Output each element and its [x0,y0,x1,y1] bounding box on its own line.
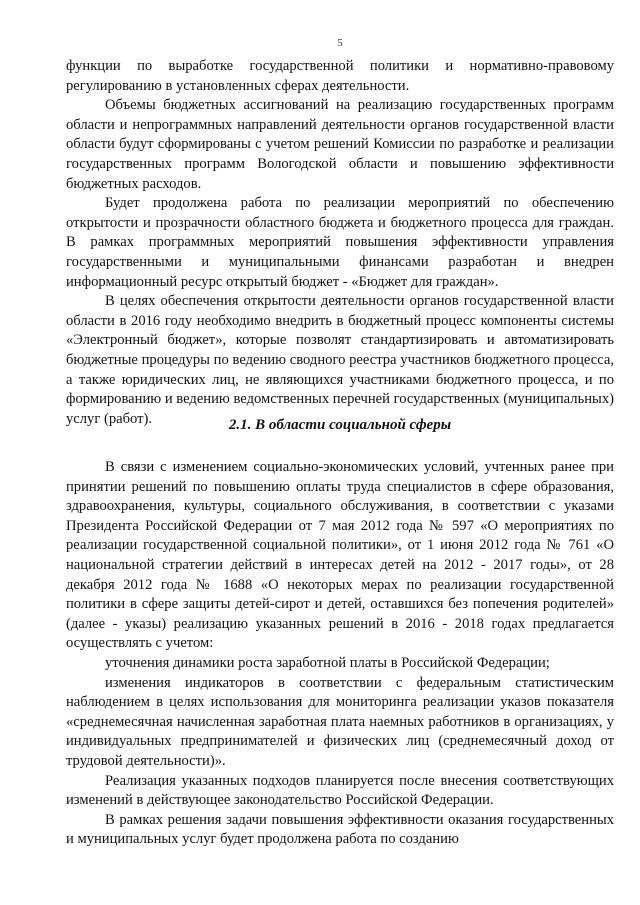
bottom-text-block [66,458,614,850]
section-heading: 2.1. В области социальной сферы [228,417,452,433]
paragraph-wage-dynamics: уточнения динамики роста заработной платы в Российской Федерации; [105,654,550,671]
paragraph-social-decrees: В связи с изменением социально-экономических условий, учтенных ранее при принятии решений по повышению оплаты труда специалистов в сфере образования, здравоохранения, культуры, социального обслуживания, в соответствии с указами Президента Российской Федерации от 7 мая 2012 года № 597 «О мероприятиях по реализации государственной социальной политики», от 1 июня 2012 года № 761 «О национальной стратегии действий в интересах детей на 2012 - 2017 годы», от 28 декабря 2012 года № 1688 «О некоторых мерах по реализации государственной политики в сфере защиты детей-сирот и детей, оставшихся без попечения родителей» (далее - указы) реализацию указанных решений в 2016 - 2018 годах предлагается осуществлять с учетом: [66,459,614,652]
paragraph-budget-transparency: Будет продолжена работа по реализации мероприятий по обеспечению открытости и прозрачности областного бюджета и бюджетного процесса для граждан. В рамках программных мероприятий повышения эффективности управления государственными и муниципальными финансами разработан и внедрен информационный ресурс открытый бюджет - «Бюджет для граждан». [66,195,614,290]
document-page [66,0,614,905]
page-number: 5 [337,37,343,49]
paragraph-indicator-changes: изменения индикаторов в соответствии с федеральным статистическим наблюдением в целях использования для мониторинга реализации указов показателя «среднемесячная начисленная заработная плата наемных работников в организациях, у индивидуальных предпринимателей и физических лиц (среднемесячный доход от трудовой деятельности)». [66,674,614,769]
paragraph-electronic-budget: В целях обеспечения открытости деятельности органов государственной власти области в 2016 году необходимо внедрить в бюджетный процесс компоненты системы «Электронный бюджет», которые позволят стандартизировать и автоматизировать бюджетные процедуры по ведению сводного реестра участников бюджетного процесса, а также юридических лиц, не являющихся участниками бюджетного процесса, и по формированию и ведению ведомственных перечней государственных (муниципальных) услуг (работ). [66,293,614,427]
paragraph-budget-allocations: Объемы бюджетных ассигнований на реализацию государственных программ области и непрограммных направлений деятельности органов государственной власти области будут сформированы с учетом решений Комиссии по разработке и реализации государственных программ Вологодской области и повышению эффективности бюджетных расходов. [66,97,614,192]
paragraph-legislation-changes: Реализация указанных подходов планируется после внесения соответствующих изменений в действующее законодательство Российской Федерации. [66,772,614,809]
top-text-block [66,57,614,429]
paragraph-public-services: В рамках решения задачи повышения эффективности оказания государственных и муниципальных услуг будет продолжена работа по созданию [66,811,614,848]
paragraph-continuation: функции по выработке государственной политики и нормативно-правовому регулированию в установленных сферах деятельности. [66,58,614,94]
